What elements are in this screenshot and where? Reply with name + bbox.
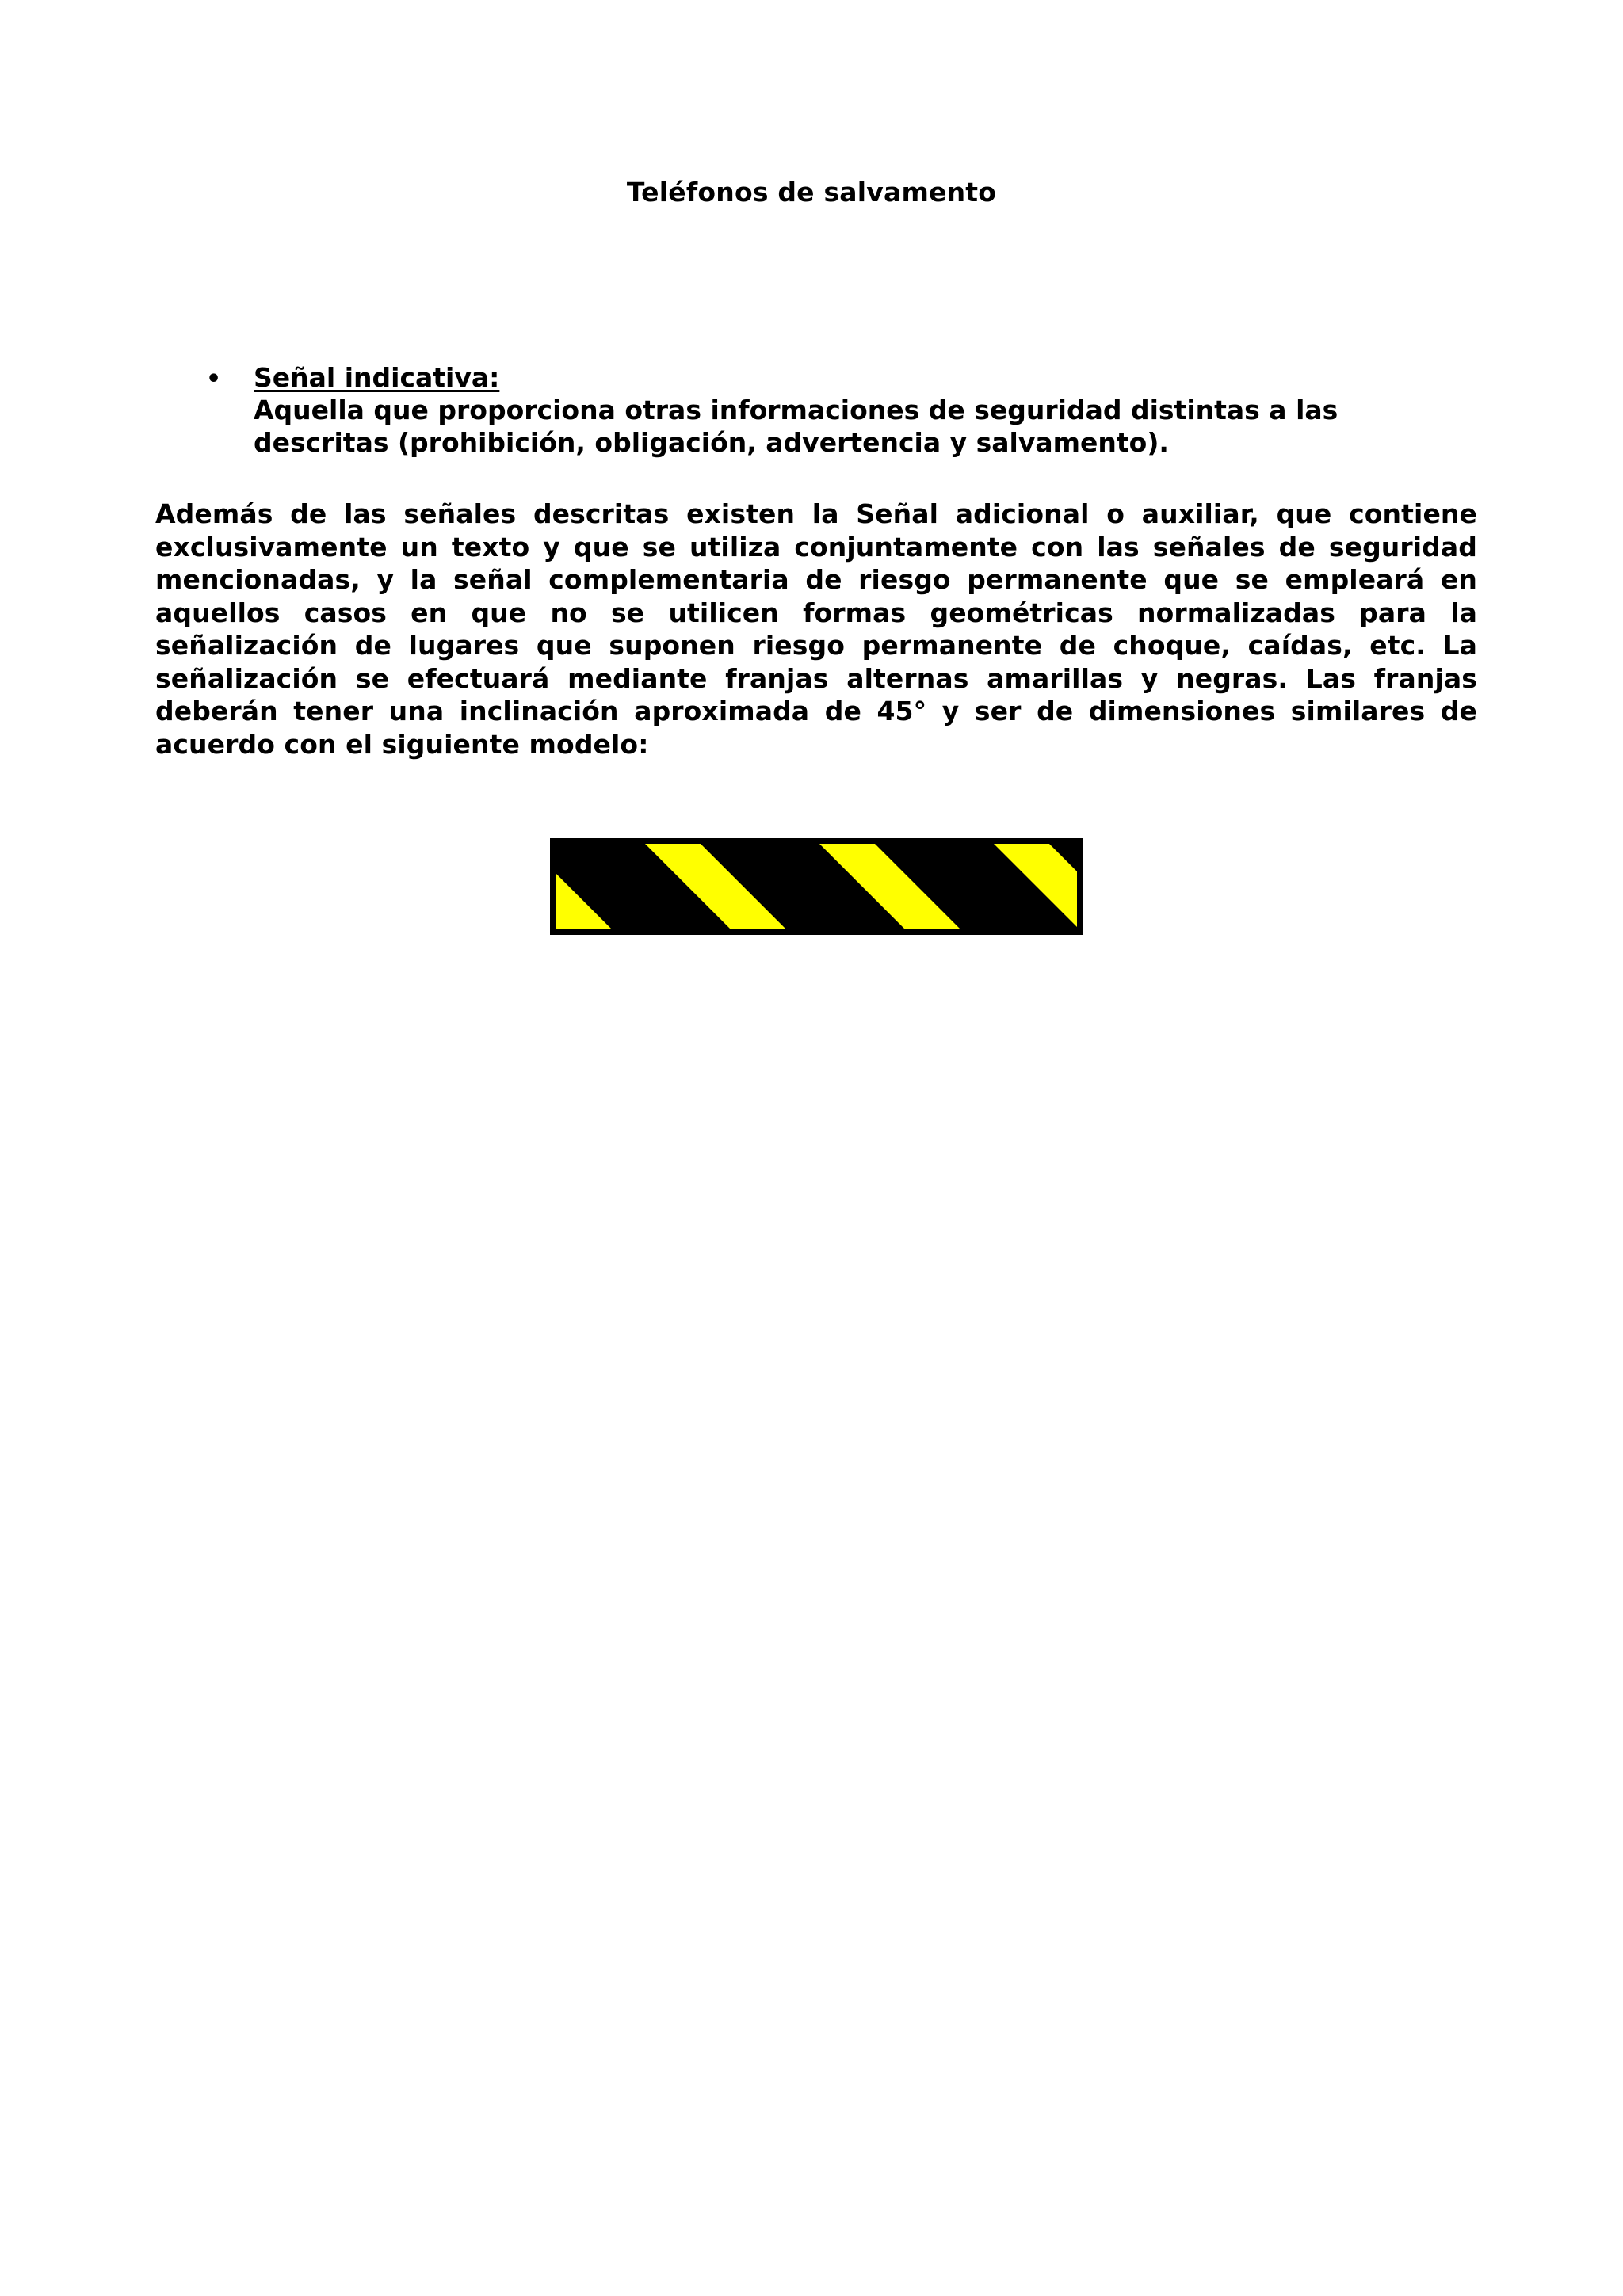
bullet-body: Aquella que proporciona otras informaciones de seguridad distintas a las descritas (prohibición, obligación, advertencia y salvamento).: [254, 395, 1338, 458]
bullet-content: [254, 361, 1442, 459]
hazard-stripe-figure: [550, 838, 1083, 935]
bullet-heading: Señal indicativa:: [254, 362, 500, 393]
body-paragraph: Además de las señales descritas existen la Señal adicional o auxiliar, que contiene exclusivamente un texto y que se utiliza conjuntamente con las señales de seguridad mencionadas, y la señal complementaria de riesgo permanente que se empleará en aquellos casos en que no se utilicen formas geométricas normalizadas para la señalización de lugares que suponen riesgo permanente de choque, caídas, etc. La señalización se efectuará mediante franjas alternas amarillas y negras. Las franjas deberán tener una inclinación aproximada de 45° y ser de dimensiones similares de acuerdo con el siguiente modelo:: [155, 498, 1477, 760]
hazard-stripe-graphic: [550, 838, 1083, 935]
bullet-symbol: •: [206, 365, 222, 393]
hazard-stripe-background: [550, 838, 1083, 935]
page-title: Teléfonos de salvamento: [626, 177, 997, 208]
